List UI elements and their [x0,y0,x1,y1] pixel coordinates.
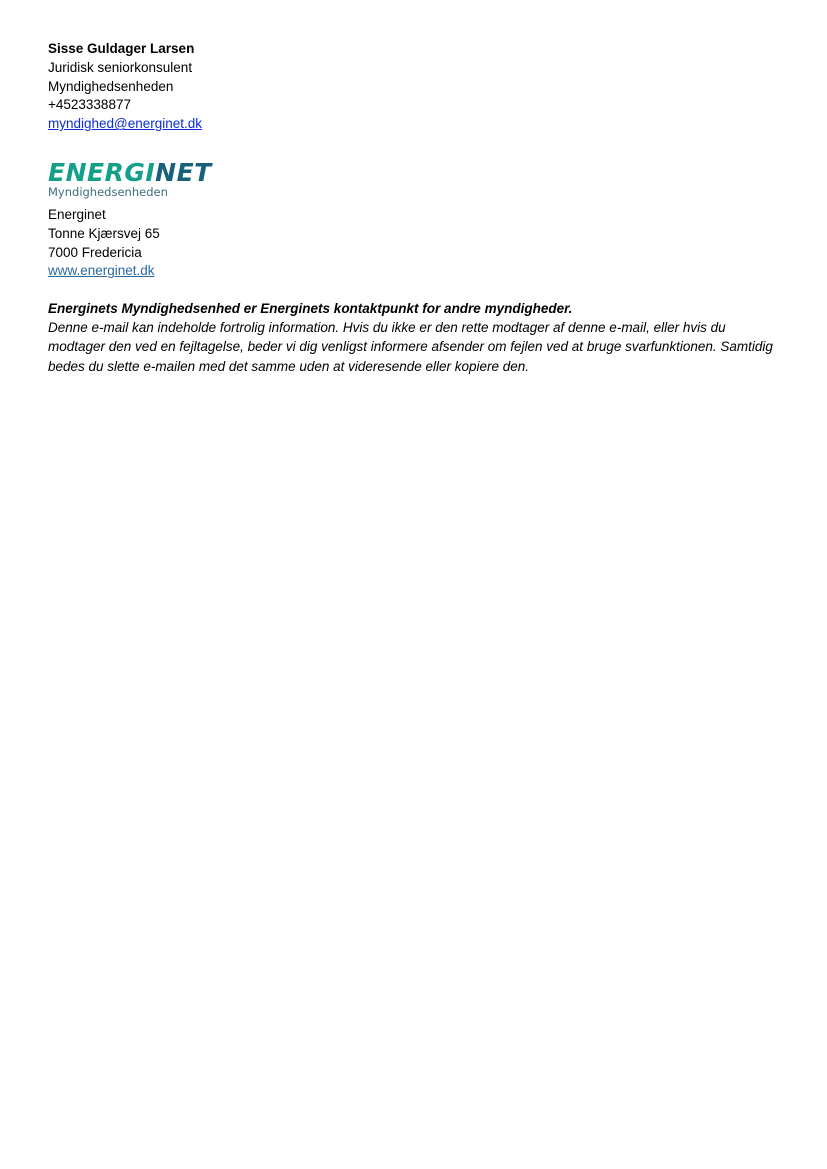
address-city: 7000 Fredericia [48,244,142,260]
disclaimer [48,299,778,376]
disclaimer-body: Denne e-mail kan indeholde fortrolig information. Hvis du ikke er den rette modtager af denne e-mail, eller hvis du modtager den ved en fejltagelse, beder vi dig venligst informere afsender om fejlen ved at bruge svarfunktionen. Samtidig bedes du slette e-mailen med det samme uden at videresende eller kopiere den. [48,320,773,374]
logo-wordmark [48,157,212,187]
website-link[interactable]: www.energinet.dk [48,263,155,279]
contact-job-title: Juridisk seniorkonsulent [48,59,193,75]
disclaimer-title: Energinets Myndighedsenhed er Energinets kontaktpunkt for andre myndigheder. [48,301,573,317]
address-company: Energinet [48,206,106,222]
contact-phone: +4523338877 [48,97,131,113]
logo-word-part2: NET [155,157,212,187]
email-signature [48,40,778,376]
logo-word-part1: ENERGI [48,157,156,187]
contact-department: Myndighedsenheden [48,78,174,94]
energinet-logo [48,157,212,200]
contact-name: Sisse Guldager Larsen [48,41,195,56]
address-street: Tonne Kjærsvej 65 [48,225,160,241]
email-link[interactable]: myndighed@energinet.dk [48,116,203,132]
logo-subtitle: Myndighedsenheden [48,184,168,199]
